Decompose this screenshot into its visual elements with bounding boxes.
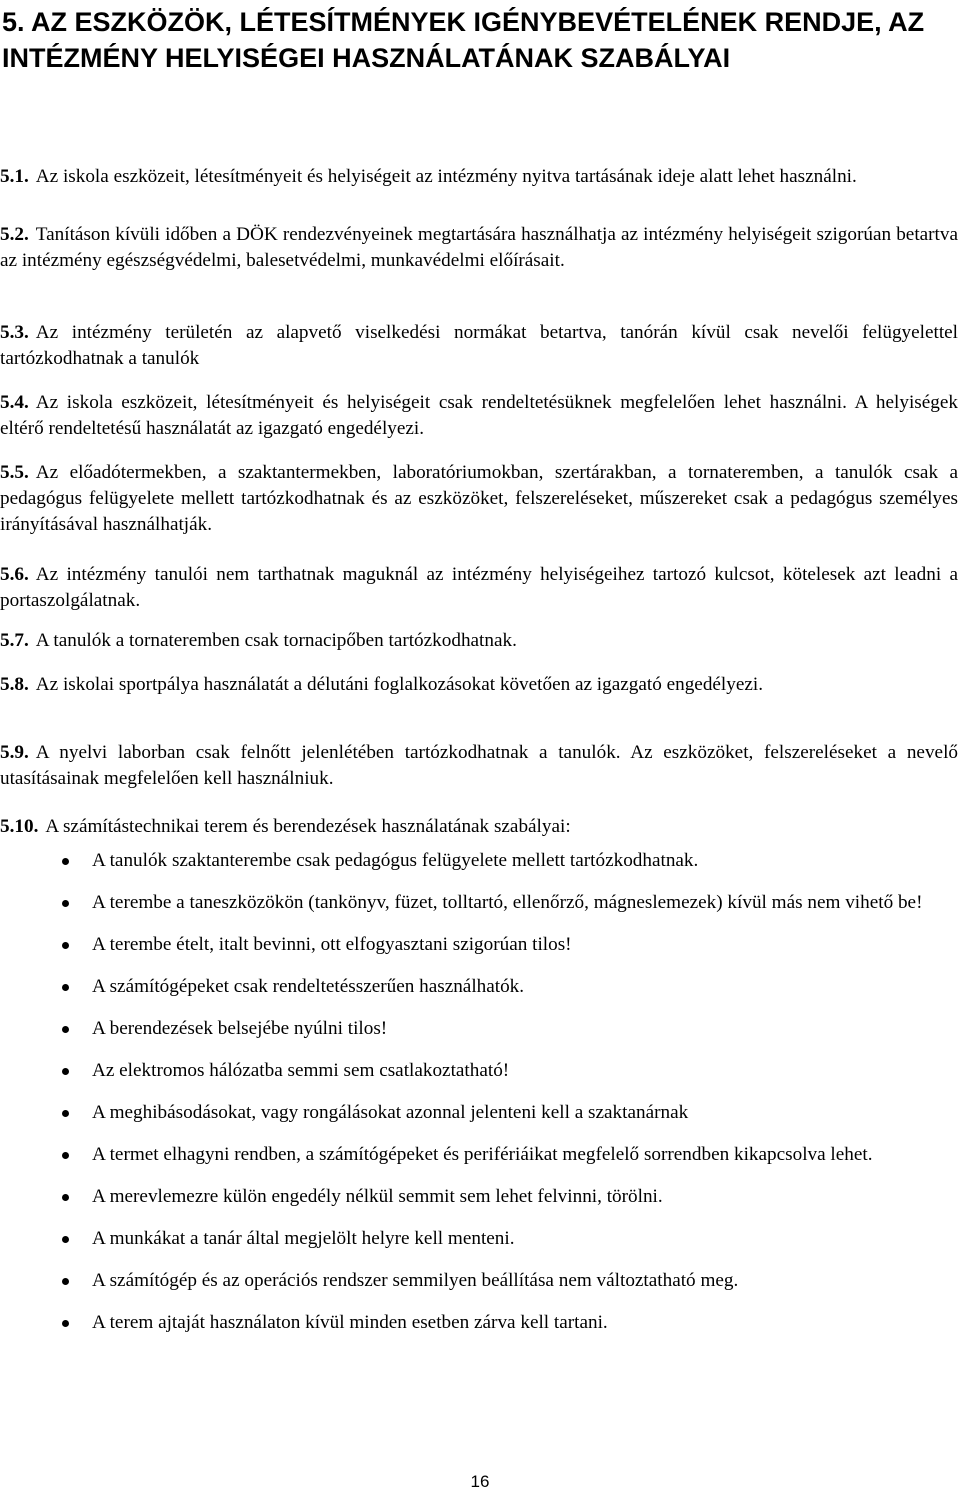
section-text: Az intézmény tanulói nem tarthatnak maguknál az intézmény helyiségeihez tartozó kulcsot, kötelesek azt leadni a portaszolgálatnak.	[0, 564, 958, 611]
section-number: 5.1.	[0, 166, 29, 187]
section-text: Az iskola eszközeit, létesítményeit és helyiségeit az intézmény nyitva tartásának ideje alatt lehet használni.	[35, 166, 857, 187]
bullet-icon	[62, 858, 69, 865]
list-item	[0, 1100, 958, 1126]
list-item	[0, 932, 958, 958]
list-item	[0, 1184, 958, 1210]
list-item-text: A meghibásodásokat, vagy rongálásokat azonnal jelenteni kell a szaktanárnak	[92, 1102, 689, 1123]
bullet-icon	[62, 1026, 69, 1033]
bullet-icon	[62, 900, 69, 907]
section-5-9	[0, 740, 958, 792]
list-item	[0, 1016, 958, 1042]
section-number: 5.10.	[0, 816, 39, 837]
section-text: A számítástechnikai terem és berendezések használatának szabályai:	[45, 816, 571, 837]
list-item	[0, 1268, 958, 1294]
bullet-icon	[62, 984, 69, 991]
bullet-icon	[62, 1152, 69, 1159]
section-number: 5.6.	[0, 564, 29, 585]
section-text: Az intézmény területén az alapvető viselkedési normákat betartva, tanórán kívül csak nevelői felügyelettel tartózkodhatnak a tanulók	[0, 322, 958, 369]
list-item-text: A számítógép és az operációs rendszer semmilyen beállítása nem változtatható meg.	[92, 1270, 739, 1291]
list-item-text: A munkákat a tanár által megjelölt helyre kell menteni.	[92, 1228, 515, 1249]
section-text: Tanításon kívüli időben a DÖK rendezvényeinek megtartására használhatja az intézmény helyiségeit szigorúan betartva az intézmény egészségvédelmi, balesetvédelmi, munkavédelmi előírásait.	[0, 224, 958, 271]
bullet-icon	[62, 1194, 69, 1201]
bullet-icon	[62, 1068, 69, 1075]
section-5-6	[0, 562, 958, 614]
list-item	[0, 890, 958, 916]
list-item-text: A terembe ételt, italt bevinni, ott elfogyasztani szigorúan tilos!	[92, 934, 572, 955]
bullet-icon	[62, 1278, 69, 1285]
section-number: 5.9.	[0, 742, 29, 763]
page-number: 16	[470, 1472, 490, 1491]
list-item	[0, 848, 958, 874]
section-number: 5.3.	[0, 322, 29, 343]
list-item-text: A tanulók szaktanterembe csak pedagógus felügyelete mellett tartózkodhatnak.	[92, 850, 699, 871]
section-number: 5.7.	[0, 630, 29, 651]
section-5-7	[0, 628, 958, 654]
section-number: 5.2.	[0, 224, 29, 245]
chapter-heading: 5. AZ ESZKÖZÖK, LÉTESÍTMÉNYEK IGÉNYBEVÉTELÉNEK RENDJE, AZ INTÉZMÉNY HELYISÉGEI HASZNÁLATÁNAK SZABÁLYAI	[2, 7, 925, 73]
computer-room-rules-list	[0, 848, 958, 1336]
section-text: Az iskolai sportpálya használatát a délutáni foglalkozásokat követően az igazgató engedélyezi.	[35, 674, 764, 695]
section-5-5	[0, 460, 958, 538]
section-number: 5.4.	[0, 392, 29, 413]
list-item	[0, 1142, 958, 1168]
bullet-icon	[62, 942, 69, 949]
list-item-text: A számítógépeket csak rendeltetésszerűen használhatók.	[92, 976, 525, 997]
list-item-text: A terem ajtaját használaton kívül minden esetben zárva kell tartani.	[92, 1312, 608, 1333]
section-5-8	[0, 672, 958, 698]
section-5-1	[0, 164, 958, 190]
section-5-2	[0, 222, 958, 274]
section-5-4	[0, 390, 958, 442]
section-text: A nyelvi laborban csak felnőtt jelenlétében tartózkodhatnak a tanulók. Az eszközöket, felszereléseket a nevelő utasításainak megfelelően kell használniuk.	[0, 742, 958, 789]
section-text: Az előadótermekben, a szaktantermekben, laboratóriumokban, szertárakban, a tornateremben, a tanulók csak a pedagógus felügyelete mellett tartózkodhatnak és az eszközöket, felszereléseket, műszereket csak a pedagógus személyes irányításával használhatják.	[0, 462, 958, 535]
section-text: A tanulók a tornateremben csak tornacipőben tartózkodhatnak.	[35, 630, 517, 651]
list-item-text: Az elektromos hálózatba semmi sem csatlakoztatható!	[92, 1060, 510, 1081]
list-item-text: A terembe a taneszközökön (tankönyv, füzet, tolltartó, ellenőrző, mágneslemezek) kívül más nem vihető be!	[92, 892, 923, 913]
list-item-text: A berendezések belsejébe nyúlni tilos!	[92, 1018, 388, 1039]
list-item-text: A merevlemezre külön engedély nélkül semmit sem lehet felvinni, törölni.	[92, 1186, 663, 1207]
section-5-10	[0, 814, 958, 840]
bullet-icon	[62, 1110, 69, 1117]
list-item	[0, 1226, 958, 1252]
bullet-icon	[62, 1236, 69, 1243]
section-5-3	[0, 320, 958, 372]
section-number: 5.5.	[0, 462, 29, 483]
list-item-text: A termet elhagyni rendben, a számítógépeket és perifériáikat megfelelő sorrendben kikapcsolva lehet.	[92, 1144, 873, 1165]
section-number: 5.8.	[0, 674, 29, 695]
list-item	[0, 1310, 958, 1336]
list-item	[0, 1058, 958, 1084]
section-text: Az iskola eszközeit, létesítményeit és helyiségeit csak rendeltetésüknek megfelelően lehet használni. A helyiségek eltérő rendeltetésű használatát az igazgató engedélyezi.	[0, 392, 958, 439]
bullet-icon	[62, 1320, 69, 1327]
list-item	[0, 974, 958, 1000]
